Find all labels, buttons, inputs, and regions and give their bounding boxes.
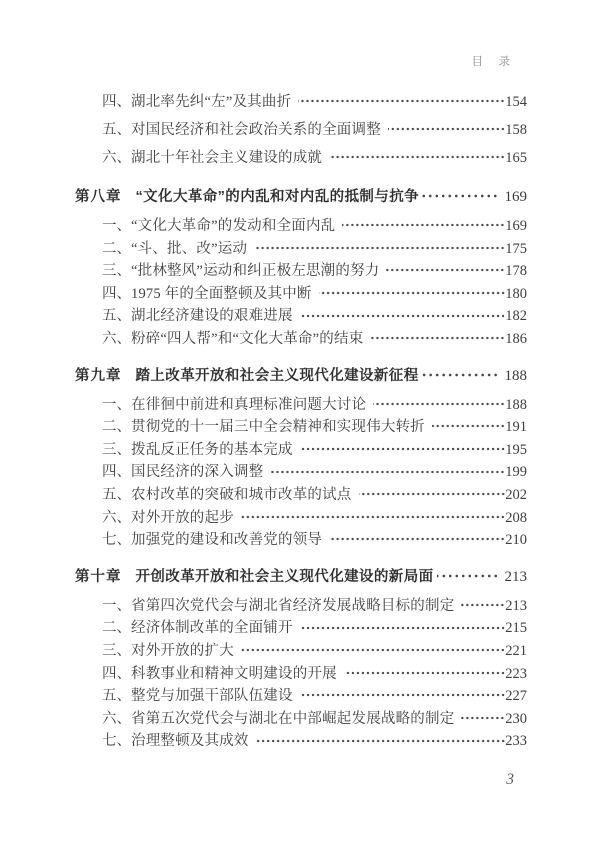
dotted-leader	[300, 692, 506, 698]
entry-title: 湖北十年社会主义建设的成就	[131, 150, 323, 166]
entry-number: 六、	[102, 150, 131, 166]
entry-page-number: 180	[505, 285, 527, 302]
entry-page-number: 213	[505, 597, 527, 614]
running-head: 目 录	[471, 56, 512, 68]
entry-number: 七、	[102, 532, 131, 549]
page-number: 3	[506, 771, 514, 788]
toc-entry-row	[75, 595, 527, 618]
toc-entry-row	[75, 283, 527, 306]
toc-section	[75, 184, 527, 351]
dotted-leader	[461, 602, 505, 608]
entry-number: 五、	[102, 688, 131, 705]
entry-title: 整党与加强干部队伍建设	[131, 688, 293, 705]
chapter-title: 踏上改革开放和社会主义现代化建设新征程	[135, 367, 419, 384]
toc-section	[75, 363, 527, 552]
entry-page-number: 165	[505, 150, 527, 166]
entry-number: 一、	[102, 218, 131, 234]
entry-title: 1975 年的全面整顿及其中断	[131, 285, 312, 302]
entry-number: 四、	[102, 665, 131, 682]
entry-number: 三、	[102, 441, 131, 458]
toc-entry-row	[75, 116, 527, 144]
chapter-label: 第九章	[75, 367, 122, 384]
dotted-leader	[386, 267, 505, 273]
chapter-heading-row	[75, 564, 527, 590]
entry-page-number: 154	[505, 94, 527, 110]
entry-title: 治理整顿及其成效	[131, 733, 249, 750]
entry-title: 在徘徊中前进和真理标准问题大讨论	[131, 396, 367, 413]
entry-title: “批林整风”运动和纠正极左思潮的努力	[131, 263, 380, 280]
entry-number: 四、	[102, 464, 131, 481]
toc-entry-row	[75, 529, 527, 552]
toc-entry-row	[75, 260, 527, 283]
entry-title: 贯彻党的十一届三中全会精神和实现伟大转折	[131, 419, 425, 436]
entry-page-number: 178	[505, 263, 527, 280]
toc-entry-row	[75, 305, 527, 328]
entry-page-number: 215	[505, 620, 527, 637]
entry-number: 六、	[102, 330, 131, 347]
chapter-label: 第八章	[75, 189, 122, 205]
entry-title: 省第五次党代会与湖北在中部崛起发展战略的制定	[131, 710, 455, 727]
dotted-leader	[241, 647, 505, 653]
entry-title: 加强党的建设和改善党的领导	[131, 532, 323, 549]
entry-number: 三、	[102, 263, 131, 280]
dotted-leader	[342, 222, 505, 228]
entry-page-number: 230	[505, 710, 527, 727]
toc-entry-row	[75, 439, 527, 462]
entry-title: “文化大革命”的发动和全面内乱	[131, 218, 336, 234]
entry-page-number: 202	[505, 486, 527, 503]
dotted-leader	[256, 738, 506, 744]
entry-page-number: 182	[505, 308, 527, 325]
entry-page-number: 227	[505, 688, 527, 705]
entry-title: 对外开放的扩大	[131, 642, 234, 659]
dotted-leader	[370, 335, 505, 341]
entry-number: 一、	[102, 597, 131, 614]
chapter-title: “文化大革命”的内乱和对内乱的抵制与抗争	[135, 189, 419, 205]
toc-entry-row	[75, 617, 527, 640]
entry-title: 国民经济的深入调整	[131, 464, 264, 481]
dotted-leader	[300, 625, 506, 631]
entry-page-number: 221	[505, 642, 527, 659]
entry-title: 对外开放的起步	[131, 509, 234, 526]
entry-number: 五、	[102, 122, 131, 138]
entry-page-number: 158	[505, 122, 527, 138]
entry-title: 省第四次党代会与湖北省经济发展战略目标的制定	[131, 597, 455, 614]
entry-page-number: 233	[505, 733, 527, 750]
entry-page-number: 186	[505, 330, 527, 347]
toc-entry-row	[75, 215, 527, 238]
dotted-leader	[373, 401, 505, 407]
toc-entry-row	[75, 88, 527, 116]
entry-title: 粉碎“四人帮”和“文化大革命”的结束	[131, 330, 364, 347]
chapter-heading-row	[75, 184, 527, 210]
entry-page-number: 223	[505, 665, 527, 682]
entry-title: 经济体制改革的全面铺开	[131, 620, 293, 637]
entry-number: 七、	[102, 733, 131, 750]
dotted-leader	[437, 573, 499, 579]
entry-number: 二、	[102, 240, 131, 257]
entry-page-number: 169	[505, 218, 527, 234]
chapter-page-number: 169	[504, 189, 527, 205]
dotted-leader	[344, 670, 505, 676]
toc-entry-row	[75, 507, 527, 530]
entry-page-number: 210	[505, 532, 527, 549]
entry-title: 对国民经济和社会政治关系的全面调整	[131, 122, 381, 138]
dotted-leader	[300, 313, 506, 319]
entry-number: 二、	[102, 620, 131, 637]
dotted-leader	[270, 469, 505, 475]
entry-page-number: 199	[505, 464, 527, 481]
entry-title: “斗、批、改”运动	[131, 240, 248, 257]
entry-title: 拨乱反正任务的基本完成	[131, 441, 293, 458]
entry-number: 四、	[102, 94, 131, 110]
toc-entry-row	[75, 730, 527, 753]
dotted-leader	[298, 98, 505, 104]
entry-page-number: 188	[505, 396, 527, 413]
toc-entry-row	[75, 663, 527, 686]
entry-title: 湖北经济建设的艰难进展	[131, 308, 293, 325]
toc-entry-row	[75, 394, 527, 417]
entry-number: 五、	[102, 486, 131, 503]
entry-number: 四、	[102, 285, 131, 302]
dotted-leader	[254, 245, 505, 251]
dotted-leader	[461, 715, 505, 721]
entry-number: 六、	[102, 710, 131, 727]
entry-number: 六、	[102, 509, 131, 526]
entry-title: 科教事业和精神文明建设的开展	[131, 665, 337, 682]
dotted-leader	[388, 126, 505, 132]
dotted-leader	[300, 446, 506, 452]
entry-number: 一、	[102, 396, 131, 413]
dotted-leader	[422, 193, 499, 199]
toc-entry-row	[75, 416, 527, 439]
toc-entry-row	[75, 484, 527, 507]
entry-page-number: 208	[505, 509, 527, 526]
entry-page-number: 195	[505, 441, 527, 458]
toc-entry-row	[75, 238, 527, 261]
dotted-leader	[241, 514, 505, 520]
chapter-page-number: 213	[504, 568, 527, 585]
entry-page-number: 191	[505, 419, 527, 436]
entry-title: 农村改革的突破和城市改革的试点	[131, 486, 352, 503]
chapter-heading-row	[75, 363, 527, 389]
entry-number: 二、	[102, 419, 131, 436]
toc-entry-row	[75, 708, 527, 731]
toc-entry-row	[75, 144, 527, 172]
toc-entry-row	[75, 685, 527, 708]
toc-section	[75, 564, 527, 753]
entry-number: 三、	[102, 642, 131, 659]
chapter-label: 第十章	[75, 568, 122, 585]
dotted-leader	[329, 154, 505, 160]
chapter-page-number: 188	[504, 367, 527, 384]
chapter-title: 开创改革开放和社会主义现代化建设的新局面	[135, 568, 434, 585]
toc-section	[75, 88, 527, 172]
dotted-leader	[319, 290, 506, 296]
table-of-contents	[75, 88, 527, 753]
dotted-leader	[329, 536, 505, 542]
entry-number: 五、	[102, 308, 131, 325]
entry-page-number: 175	[505, 240, 527, 257]
toc-entry-row	[75, 640, 527, 663]
entry-title: 湖北率先纠“左”及其曲折	[131, 94, 292, 110]
toc-entry-row	[75, 461, 527, 484]
dotted-leader	[422, 372, 499, 378]
dotted-leader	[359, 491, 506, 497]
dotted-leader	[432, 423, 505, 429]
toc-entry-row	[75, 328, 527, 351]
